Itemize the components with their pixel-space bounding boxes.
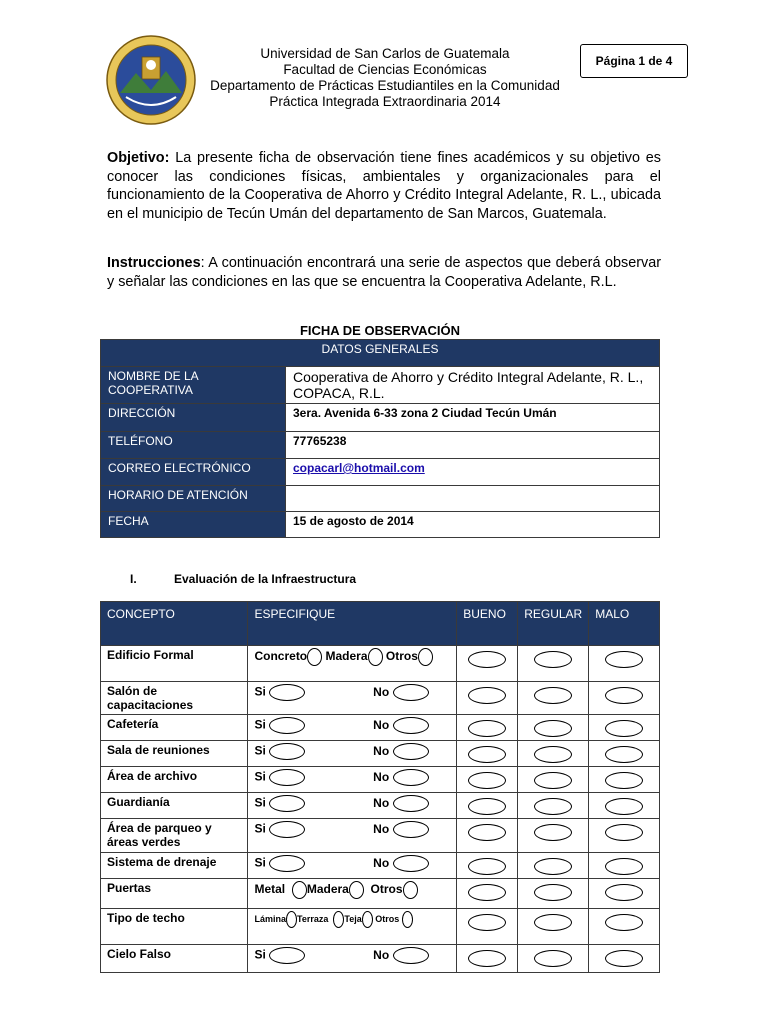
concept-cell: Guardianía — [101, 793, 248, 819]
option-bubble[interactable] — [403, 881, 418, 899]
rating-regular-bubble[interactable] — [534, 720, 572, 737]
rating-regular-bubble[interactable] — [534, 651, 572, 668]
rating-good-bubble[interactable] — [468, 687, 506, 704]
rating-bad-bubble[interactable] — [605, 858, 643, 875]
specify-cell — [248, 682, 457, 715]
si-bubble[interactable] — [269, 855, 305, 872]
table-row — [101, 819, 660, 853]
si-label: Si — [254, 947, 266, 962]
table-row — [101, 715, 660, 741]
form-title: FICHA DE OBSERVACIÓN — [299, 323, 461, 338]
page-number-box: Página 1 de 4 — [580, 44, 688, 78]
no-label: No — [373, 743, 390, 758]
specify-cell — [248, 819, 457, 853]
no-bubble[interactable] — [393, 769, 429, 786]
option-label: Madera — [325, 649, 368, 664]
si-label: Si — [254, 795, 266, 810]
no-bubble[interactable] — [393, 717, 429, 734]
rating-bad-bubble[interactable] — [605, 914, 643, 931]
table-row — [101, 793, 660, 819]
si-label: Si — [254, 743, 266, 758]
value-cooperative-name[interactable]: Cooperativa de Ahorro y Crédito Integral Adelante, R. L., COPACA, R.L. — [286, 367, 660, 404]
rating-bad-bubble[interactable] — [605, 651, 643, 668]
rating-good-bubble[interactable] — [468, 858, 506, 875]
label-email: CORREO ELECTRÓNICO — [101, 459, 286, 486]
no-label: No — [373, 717, 390, 732]
option-bubble[interactable] — [418, 648, 433, 666]
institution-header — [200, 46, 570, 110]
value-address[interactable]: 3era. Avenida 6-33 zona 2 Ciudad Tecún Umán — [286, 404, 660, 432]
rating-good-bubble[interactable] — [468, 884, 506, 901]
table-row — [101, 682, 660, 715]
si-bubble[interactable] — [269, 684, 305, 701]
header-line: Facultad de Ciencias Económicas — [283, 62, 487, 77]
instructions-label: Instrucciones — [107, 255, 201, 271]
no-bubble[interactable] — [393, 821, 429, 838]
concept-cell: Cielo Falso — [101, 945, 248, 973]
si-bubble[interactable] — [269, 821, 305, 838]
header-line: Universidad de San Carlos de Guatemala — [260, 46, 510, 61]
rating-good-bubble[interactable] — [468, 720, 506, 737]
rating-good-bubble[interactable] — [468, 651, 506, 668]
option-bubble[interactable] — [362, 911, 373, 928]
no-label: No — [373, 855, 390, 870]
option-bubble[interactable] — [402, 911, 413, 928]
rating-regular-bubble[interactable] — [534, 858, 572, 875]
option-label: Concreto — [254, 649, 308, 664]
concept-cell: Edificio Formal — [101, 646, 248, 682]
table-row — [101, 767, 660, 793]
table-row — [101, 853, 660, 879]
rating-good-bubble[interactable] — [468, 798, 506, 815]
specify-cell — [248, 945, 457, 973]
no-bubble[interactable] — [393, 795, 429, 812]
specify-cell — [248, 879, 457, 909]
si-label: Si — [254, 769, 266, 784]
rating-good-bubble[interactable] — [468, 950, 506, 967]
concept-cell: Sistema de drenaje — [101, 853, 248, 879]
si-label: Si — [254, 855, 266, 870]
si-bubble[interactable] — [269, 769, 305, 786]
no-label: No — [373, 947, 390, 962]
concept-cell: Tipo de techo — [101, 909, 248, 945]
rating-regular-bubble[interactable] — [534, 772, 572, 789]
no-bubble[interactable] — [393, 684, 429, 701]
rating-bad-bubble[interactable] — [605, 687, 643, 704]
label-cooperative-name: NOMBRE DE LA COOPERATIVA — [101, 367, 286, 404]
table-row — [101, 879, 660, 909]
option-label: Madera — [306, 882, 349, 897]
rating-good-bubble[interactable] — [468, 824, 506, 841]
si-label: Si — [254, 684, 266, 699]
label-phone: TELÉFONO — [101, 432, 286, 459]
no-label: No — [373, 795, 390, 810]
rating-bad-bubble[interactable] — [605, 798, 643, 815]
email-link[interactable]: copacarl@hotmail.com — [293, 461, 425, 475]
option-bubble[interactable] — [292, 881, 307, 899]
specify-cell — [248, 646, 457, 682]
university-seal-logo — [106, 35, 196, 125]
rating-bad-bubble[interactable] — [605, 950, 643, 967]
specify-cell — [248, 909, 457, 945]
no-label: No — [373, 821, 390, 836]
si-bubble[interactable] — [269, 717, 305, 734]
rating-regular-bubble[interactable] — [534, 687, 572, 704]
general-data-table — [100, 339, 660, 538]
concept-cell: Área de parqueo y áreas verdes — [101, 819, 248, 853]
value-email-cell — [286, 459, 660, 486]
si-label: Si — [254, 717, 266, 732]
header-line: Departamento de Prácticas Estudiantiles en la Comunidad — [210, 78, 560, 93]
objective-text: La presente ficha de observación tiene fines académicos y su objetivo es conocer las condiciones físicas, ambientales y organizacionales para el funcionamiento de la Cooperativa de Ahorro y Crédito Integral Adelante, R. L., ubicada en el municipio de Tecún Umán del departamento de San Marcos, Guatemala. — [107, 150, 661, 222]
specify-cell — [248, 853, 457, 879]
concept-cell: Puertas — [101, 879, 248, 909]
option-label: Terraza — [296, 913, 329, 924]
section-title: Evaluación de la Infraestructura — [174, 572, 357, 586]
option-bubble[interactable] — [368, 648, 383, 666]
concept-cell: Cafetería — [101, 715, 248, 741]
table-row — [101, 909, 660, 945]
label-date: FECHA — [101, 512, 286, 538]
option-bubble[interactable] — [307, 648, 322, 666]
no-bubble[interactable] — [393, 947, 429, 964]
general-data-band: DATOS GENERALES — [101, 340, 660, 367]
header-concept: CONCEPTO — [101, 602, 248, 646]
specify-cell — [248, 741, 457, 767]
label-address: DIRECCIÓN — [101, 404, 286, 432]
rating-good-bubble[interactable] — [468, 772, 506, 789]
option-bubble[interactable] — [286, 911, 297, 928]
rating-bad-bubble[interactable] — [605, 720, 643, 737]
no-bubble[interactable] — [393, 855, 429, 872]
rating-regular-bubble[interactable] — [534, 824, 572, 841]
header-line: Práctica Integrada Extraordinaria 2014 — [269, 94, 501, 109]
no-label: No — [373, 769, 390, 784]
option-label: Otros — [385, 649, 418, 664]
rating-regular-bubble[interactable] — [534, 798, 572, 815]
si-bubble[interactable] — [269, 743, 305, 760]
infrastructure-table — [100, 601, 660, 973]
option-label: Lámina — [254, 913, 286, 924]
si-bubble[interactable] — [269, 947, 305, 964]
concept-cell: Sala de reuniones — [101, 741, 248, 767]
instructions-paragraph — [107, 254, 661, 291]
value-phone[interactable]: 77765238 — [286, 432, 660, 459]
si-label: Si — [254, 821, 266, 836]
objective-paragraph — [107, 149, 661, 223]
section-number: I. — [130, 572, 137, 586]
section-heading — [130, 572, 356, 586]
option-bubble[interactable] — [333, 911, 344, 928]
rating-regular-bubble[interactable] — [534, 914, 572, 931]
specify-cell — [248, 715, 457, 741]
option-label: Metal — [254, 882, 286, 897]
option-bubble[interactable] — [349, 881, 364, 899]
rating-bad-bubble[interactable] — [605, 746, 643, 763]
option-label: Otros — [375, 913, 400, 924]
table-row — [101, 945, 660, 973]
label-hours: HORARIO DE ATENCIÓN — [101, 486, 286, 512]
rating-good-bubble[interactable] — [468, 746, 506, 763]
no-label: No — [373, 684, 390, 699]
concept-cell: Salón de capacitaciones — [101, 682, 248, 715]
table-row — [101, 741, 660, 767]
rating-regular-bubble[interactable] — [534, 746, 572, 763]
value-date[interactable]: 15 de agosto de 2014 — [286, 512, 660, 538]
no-bubble[interactable] — [393, 743, 429, 760]
specify-cell — [248, 793, 457, 819]
specify-cell — [248, 767, 457, 793]
rating-good-bubble[interactable] — [468, 914, 506, 931]
header-good: BUENO — [457, 602, 518, 646]
rating-bad-bubble[interactable] — [605, 824, 643, 841]
instructions-text: : A continuación encontrará una serie de aspectos que deberá observar y señalar las condiciones en las que se encuentra la Cooperativa Adelante, R.L. — [107, 255, 661, 290]
value-hours[interactable] — [286, 486, 660, 512]
header-specify: ESPECIFIQUE — [248, 602, 457, 646]
rating-bad-bubble[interactable] — [605, 884, 643, 901]
header-bad: MALO — [589, 602, 660, 646]
option-label: Otros — [370, 882, 403, 897]
objective-label: Objetivo: — [107, 150, 170, 166]
rating-bad-bubble[interactable] — [605, 772, 643, 789]
concept-cell: Área de archivo — [101, 767, 248, 793]
rating-regular-bubble[interactable] — [534, 950, 572, 967]
rating-regular-bubble[interactable] — [534, 884, 572, 901]
table-row — [101, 646, 660, 682]
option-label: Teja — [344, 913, 362, 924]
si-bubble[interactable] — [269, 795, 305, 812]
header-regular: REGULAR — [518, 602, 589, 646]
